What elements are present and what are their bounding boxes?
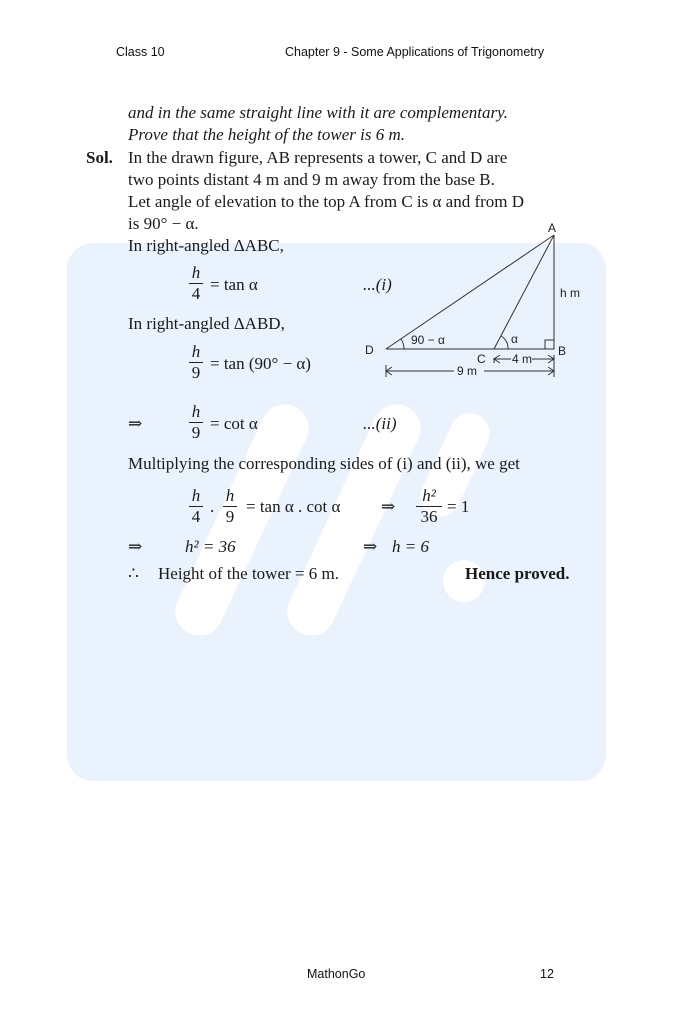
eq5-implies: ⇒ — [363, 537, 378, 556]
label-angle-C: α — [511, 332, 518, 346]
eq4-fraction-2: h 9 — [223, 487, 237, 526]
eq2-fraction: h 9 — [189, 343, 203, 382]
triangle-figure — [360, 215, 600, 385]
eq1-tag: ...(i) — [363, 275, 392, 294]
eq4-implies: ⇒ — [381, 497, 396, 516]
eq2-rhs: = tan (90° − α) — [210, 354, 311, 373]
header-class-label: Class 10 — [116, 45, 165, 59]
footer-page-number: 12 — [540, 967, 554, 981]
conclusion-text: Height of the tower = 6 m. — [158, 564, 339, 583]
eq1-fraction: h 4 — [189, 264, 203, 303]
eq4-rhs: = 1 — [447, 497, 470, 516]
eq4-fraction-3: h² 36 — [416, 487, 442, 526]
therefore-symbol: ∴ — [128, 564, 139, 583]
eq3-prefix: ⇒ — [128, 414, 143, 433]
eq3-tag: ...(ii) — [363, 414, 397, 433]
header-chapter-title: Chapter 9 - Some Applications of Trigonometry — [285, 45, 545, 59]
eq4-middle: = tan α . cot α — [246, 497, 341, 516]
label-dist-DB: 9 m — [457, 364, 478, 378]
abd-heading: In right-angled ΔABD, — [128, 314, 285, 333]
label-height: h m — [560, 286, 581, 300]
question-line-1: and in the same straight line with it are complementary. — [128, 103, 508, 122]
hence-proved: Hence proved. — [465, 564, 570, 583]
eq5-prefix: ⇒ — [128, 537, 143, 556]
eq4-dot: . — [210, 497, 215, 516]
question-line-2: Prove that the height of the tower is 6 m. — [128, 125, 405, 144]
intro-line-3: Let angle of elevation to the top A from C is α and from D — [128, 192, 525, 211]
intro-line-4: is 90° − α. — [128, 214, 199, 233]
label-D: D — [365, 343, 374, 357]
abc-heading: In right-angled ΔABC, — [128, 236, 284, 255]
label-B: B — [558, 344, 567, 358]
multiply-text: Multiplying the corresponding sides of (i) and (ii), we get — [128, 454, 520, 473]
footer-brand: MathonGo — [307, 967, 366, 981]
label-C: C — [477, 352, 486, 366]
solution-label: Sol. — [86, 148, 113, 167]
eq3-fraction: h 9 — [189, 403, 203, 442]
intro-line-2: two points distant 4 m and 9 m away from the base B. — [128, 170, 495, 189]
eq5-rhs: h = 6 — [392, 537, 429, 556]
eq1-rhs: = tan α — [210, 275, 258, 294]
intro-line-1: In the drawn figure, AB represents a tower, C and D are — [128, 148, 508, 167]
label-A: A — [548, 221, 557, 235]
eq4-fraction-1: h 4 — [189, 487, 203, 526]
label-angle-D: 90 − α — [411, 333, 445, 347]
eq3-rhs: = cot α — [210, 414, 258, 433]
label-dist-CB: 4 m — [512, 352, 533, 366]
eq5-lhs: h² = 36 — [185, 537, 236, 556]
